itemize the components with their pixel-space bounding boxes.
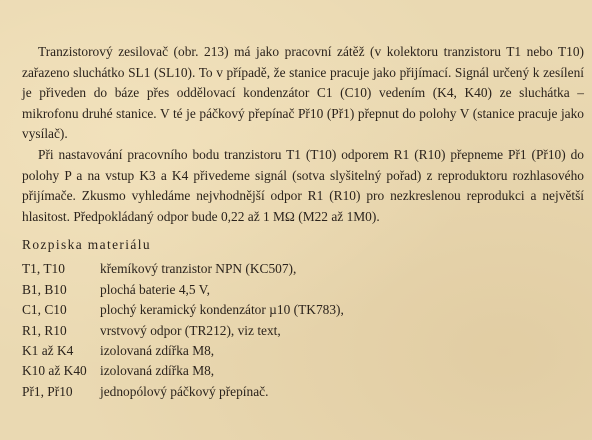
part-desc: plochá baterie 4,5 V,: [100, 281, 210, 297]
part-ref: Př1, Př10: [22, 383, 73, 399]
parts-list-heading: Rozpiska materiálu: [22, 237, 151, 253]
part-ref: K1 až K4: [22, 342, 74, 358]
paragraph-amplifier-description: Tranzistorový zesilovač (obr. 213) má jako pracovní zátěž (v kolektoru tranzistoru T1 nebo T10) zařazeno sluchátko SL1 (SL10). To v případě, že stanice pracuje jako přijímací. Signál určený k zesílení je přiveden do báze přes oddělovací kondenzátor C1 (C10) vedením (K4, K40) ze sluchátka – mikrofonu druhé stanice. V té je páčkový přepínač Př10 (Př1) přepnut do polohy V (stanice pracuje jako vysílač).: [22, 44, 584, 142]
part-desc: izolovaná zdířka M8,: [100, 363, 215, 379]
part-desc: plochý keramický kondenzátor µ10 (TK783),: [100, 302, 344, 318]
part-ref: C1, C10: [22, 302, 67, 318]
list-item: [22, 341, 584, 361]
part-desc: izolovaná zdířka M8,: [100, 342, 215, 358]
part-ref: R1, R10: [22, 322, 67, 338]
document-page: [22, 42, 584, 402]
list-item: [22, 321, 584, 341]
list-item: [22, 382, 584, 402]
list-item: [22, 361, 584, 381]
part-ref: K10 až K40: [22, 363, 87, 379]
parts-list: [22, 259, 584, 402]
list-item: [22, 280, 584, 300]
list-item: [22, 300, 584, 320]
part-desc: jednopólový páčkový přepínač.: [100, 383, 269, 399]
part-ref: T1, T10: [22, 261, 65, 277]
list-item: [22, 259, 584, 279]
part-desc: vrstvový odpor (TR212), viz text,: [100, 322, 281, 338]
part-ref: B1, B10: [22, 281, 67, 297]
part-desc: křemíkový tranzistor NPN (KC507),: [100, 261, 297, 277]
paragraph-operating-point: Při nastavování pracovního bodu tranzistoru T1 (T10) odporem R1 (R10) přepneme Př1 (Př10) do polohy P a na vstup K3 a K4 přivedeme signál (sotva slyšitelný pořad) z reproduktoru rozhlasového přijímače. Zkusmo vyhledáme nejvhodnější odpor R1 (R10) pro nezkreslenou reprodukci a největší hlasitost. Předpokládaný odpor bude 0,22 až 1 MΩ (M22 až 1M0).: [22, 146, 584, 224]
body-text: [22, 42, 584, 227]
